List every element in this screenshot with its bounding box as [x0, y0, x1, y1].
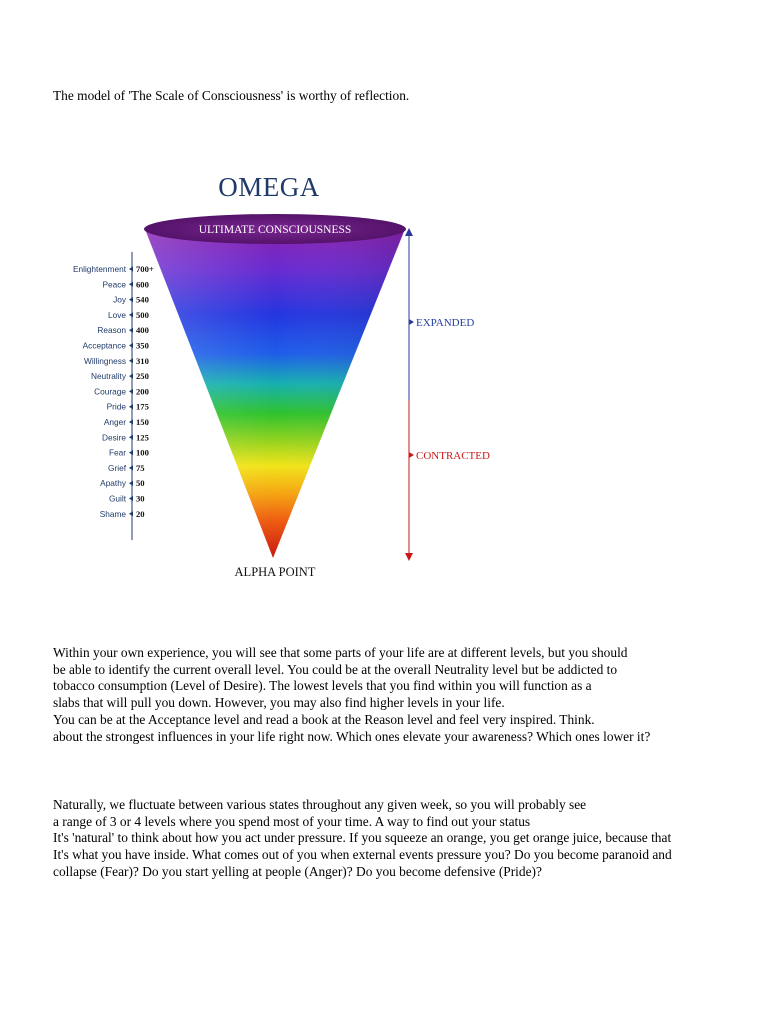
level-name: Desire: [102, 432, 126, 443]
level-name: Pride: [106, 401, 126, 412]
level-tick-icon: [129, 358, 133, 363]
level-name: Peace: [102, 279, 126, 290]
paragraph-1-line: about the strongest influences in your life right now. Which ones elevate your awareness? Which ones lower it?: [53, 728, 651, 744]
level-value: 125: [136, 432, 149, 443]
level-tick-icon: [129, 496, 133, 501]
level-tick-icon: [129, 435, 133, 440]
level-name: Joy: [113, 294, 126, 305]
level-name: Fear: [108, 447, 126, 458]
level-name: Reason: [97, 325, 126, 336]
axis-up-arrow: [405, 228, 413, 236]
paragraph-2-line: a range of 3 or 4 levels where you spend most of your time. A way to find out your status: [53, 813, 531, 829]
level-tick-icon: [129, 282, 133, 287]
diagram-title: OMEGA: [218, 172, 320, 202]
level-tick-icon: [129, 420, 133, 425]
expanded-label: EXPANDED: [416, 317, 475, 329]
contracted-label: CONTRACTED: [416, 450, 490, 462]
paragraph-1-line: tobacco consumption (Level of Desire). The lowest levels that you find within you will function as a: [53, 678, 592, 694]
paragraph-2-line: It's what you have inside. What comes out of you when external events pressure you? Do you become paranoid and: [53, 847, 672, 863]
level-tick-icon: [129, 343, 133, 348]
level-value: 700+: [136, 264, 154, 274]
paragraph-1-line: be able to identify the current overall level. You could be at the overall Neutrality level but be addicted to: [53, 661, 618, 677]
paragraph-1-line: Within your own experience, you will see that some parts of your life are at different levels, but you should: [53, 645, 628, 660]
level-name: Shame: [99, 508, 126, 519]
level-value: 500: [136, 309, 149, 320]
level-tick-icon: [129, 374, 133, 379]
intro-text: The model of 'The Scale of Consciousness' is worthy of reflection.: [53, 88, 410, 103]
cone-shading: [145, 229, 405, 558]
level-tick-icon: [129, 297, 133, 302]
level-name: Apathy: [100, 478, 126, 489]
levels-list: [73, 264, 154, 519]
paragraph-1-line: slabs that will pull you down. However, you may also find higher levels in your life.: [53, 695, 505, 711]
alpha-point-label: ALPHA POINT: [234, 565, 316, 579]
level-name: Grief: [108, 462, 126, 473]
level-tick-icon: [129, 312, 133, 317]
expanded-marker-arrow: [409, 319, 414, 325]
ultimate-consciousness-label: ULTIMATE CONSCIOUSNESS: [198, 224, 352, 236]
contracted-marker-arrow: [409, 452, 414, 458]
level-name: Acceptance: [82, 340, 126, 351]
level-name: Enlightenment: [72, 264, 126, 274]
level-name: Love: [108, 309, 126, 320]
level-name: Neutrality: [90, 371, 126, 382]
level-value: 150: [136, 417, 149, 427]
level-name: Courage: [94, 386, 126, 397]
paragraph-2: [53, 797, 672, 881]
level-value: 400: [136, 325, 149, 336]
level-name: Anger: [103, 417, 126, 427]
level-value: 75: [136, 462, 145, 473]
level-value: 175: [136, 401, 149, 412]
level-tick-icon: [129, 328, 133, 333]
paragraph-1: [53, 645, 650, 745]
level-value: 30: [136, 493, 145, 504]
scale-of-consciousness-diagram: [0, 160, 768, 590]
paragraph-2-line: It's 'natural' to think about how you act under pressure. If you squeeze an orange, you get orange juice, because that: [53, 830, 672, 846]
level-value: 540: [136, 294, 149, 305]
level-tick-icon: [129, 404, 133, 409]
paragraph-2-line: collapse (Fear)? Do you start yelling at people (Anger)? Do you become defensive (Pride)?: [53, 863, 542, 879]
level-tick-icon: [129, 511, 133, 516]
level-tick-icon: [129, 389, 133, 394]
level-value: 20: [136, 508, 145, 519]
level-tick-icon: [129, 450, 133, 455]
level-tick-icon: [129, 267, 133, 272]
level-value: 100: [136, 447, 149, 458]
level-value: 50: [136, 478, 145, 489]
level-value: 200: [136, 386, 149, 397]
level-name: Guilt: [108, 493, 126, 504]
level-name: Willingness: [84, 355, 126, 366]
paragraph-2-line: Naturally, we fluctuate between various states throughout any given week, so you will probably see: [53, 797, 587, 812]
level-value: 250: [136, 371, 149, 382]
level-value: 310: [136, 355, 149, 366]
axis-down-arrow: [405, 553, 413, 561]
level-value: 600: [136, 279, 149, 290]
level-value: 350: [136, 340, 149, 351]
level-tick-icon: [129, 465, 133, 470]
paragraph-1-line: You can be at the Acceptance level and read a book at the Reason level and feel very inspired. Think.: [53, 711, 595, 727]
level-tick-icon: [129, 481, 133, 486]
